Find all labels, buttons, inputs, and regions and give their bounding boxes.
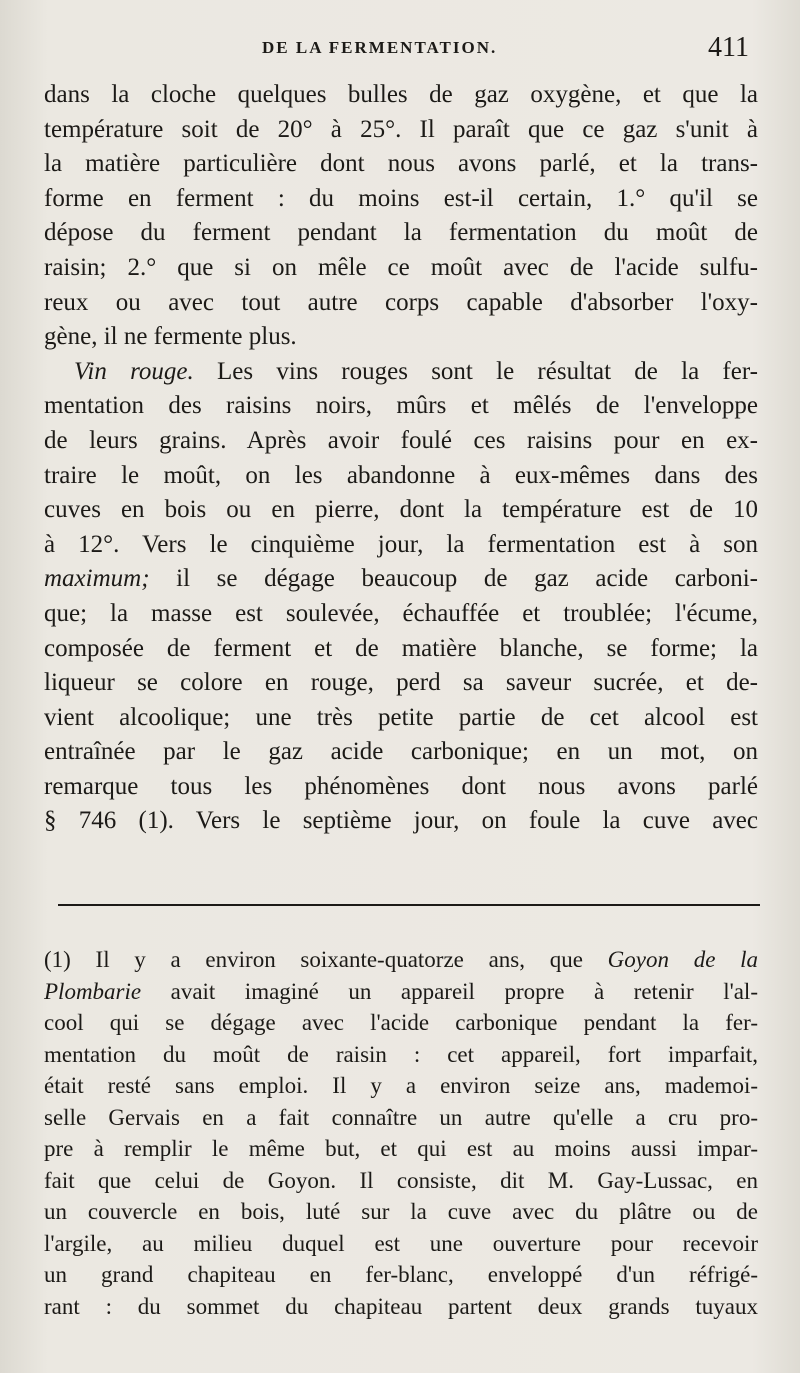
page-header — [0, 32, 800, 66]
footnote-line: mentation du moût de raisin : cet appareil, fort imparfait, — [44, 1041, 758, 1067]
footnote-author-name: Goyon de la — [607, 947, 758, 972]
text-line: vient alcoolique; une très petite partie de cet alcool est — [44, 703, 758, 731]
paragraph-first-rest: Les vins rouges sont le résultat de la fer- — [193, 357, 758, 385]
footnote-line: pre à remplir le même but, et qui est au moins aussi impar- — [44, 1136, 758, 1161]
text-line: dans la cloche quelques bulles de gaz oxygène, et que la — [44, 81, 758, 108]
text-line: entraînée par le gaz acide carbonique; en un mot, on — [44, 738, 758, 766]
text-line: remarque tous les phénomènes dont nous avons parlé — [44, 772, 758, 800]
main-text — [44, 78, 758, 839]
text-line: de leurs grains. Après avoir foulé ces raisins pour en ex- — [44, 426, 758, 454]
footnote-line: l'argile, au milieu duquel est une ouverture pour recevoir — [44, 1230, 758, 1256]
text-line: cuves en bois ou en pierre, dont la température est de 10 — [44, 496, 758, 524]
text-line — [44, 562, 758, 597]
text-line-rest: il se dégage beaucoup de gaz acide carboni- — [149, 565, 758, 593]
text-line: composée de ferment et de matière blanche, se forme; la — [44, 634, 758, 662]
footnote-start: (1) Il y a environ soixante-quatorze ans, que — [44, 947, 608, 972]
text-line: à 12°. Vers le cinquième jour, la fermentation est à son — [44, 530, 758, 558]
footnote-line: un grand chapiteau en fer-blanc, enveloppé d'un réfrigé- — [44, 1262, 758, 1287]
footnote-rule — [58, 904, 760, 906]
footnote-author-name-cont: Plombarie — [44, 978, 142, 1004]
footnote-line: fait que celui de Goyon. Il consiste, dit M. Gay-Lussac, en — [44, 1167, 758, 1193]
text-line: reux ou avec tout autre corps capable d'absorber l'oxy- — [44, 288, 758, 316]
footnote-line: cool qui se dégage avec l'acide carbonique pendant la fer- — [44, 1010, 758, 1035]
maximum-word: maximum; — [44, 565, 150, 593]
footnote-line-rest: avait imaginé un appareil propre à retenir l'al- — [141, 978, 758, 1004]
text-line: traire le moût, on les abandonne à eux-mêmes dans des — [44, 461, 758, 489]
text-line: gène, il ne fermente plus. — [44, 323, 297, 351]
running-title: DE LA FERMENTATION. — [262, 38, 498, 57]
paragraph-lead: Vin rouge. — [74, 357, 194, 385]
footnote-line: un couvercle en bois, luté sur la cuve avec du plâtre ou de — [44, 1199, 758, 1224]
text-line: liqueur se colore en rouge, perd sa saveur sucrée, et de- — [44, 669, 758, 697]
text-line: mentation des raisins noirs, mûrs et mêlés de l'enveloppe — [44, 392, 758, 420]
footnote-line: rant : du sommet du chapiteau partent deux grands tuyaux — [44, 1293, 758, 1319]
footnote-line — [44, 944, 758, 976]
footnote — [44, 944, 758, 1322]
text-line: forme en ferment : du moins est-il certain, 1.° qu'il se — [44, 184, 758, 212]
footnote-line — [44, 976, 758, 1008]
footnote-line: selle Gervais en a fait connaître un autre qu'elle a cru pro- — [44, 1104, 758, 1130]
text-line: dépose du ferment pendant la fermentation du moût de — [44, 219, 758, 247]
page-number: 411 — [708, 32, 749, 63]
text-line: § 746 (1). Vers le septième jour, on foule la cuve avec — [44, 807, 758, 835]
text-line: température soit de 20° à 25°. Il paraît que ce gaz s'unit à — [44, 115, 758, 143]
text-line: que; la masse est soulevée, échauffée et troublée; l'écume, — [44, 599, 758, 627]
paragraph-first-line — [44, 355, 758, 390]
footnote-line: était resté sans emploi. Il y a environ seize ans, mademoi- — [44, 1073, 758, 1098]
text-line: la matière particulière dont nous avons parlé, et la trans- — [44, 150, 758, 178]
text-line: raisin; 2.° que si on mêle ce moût avec de l'acide sulfu- — [44, 253, 758, 281]
